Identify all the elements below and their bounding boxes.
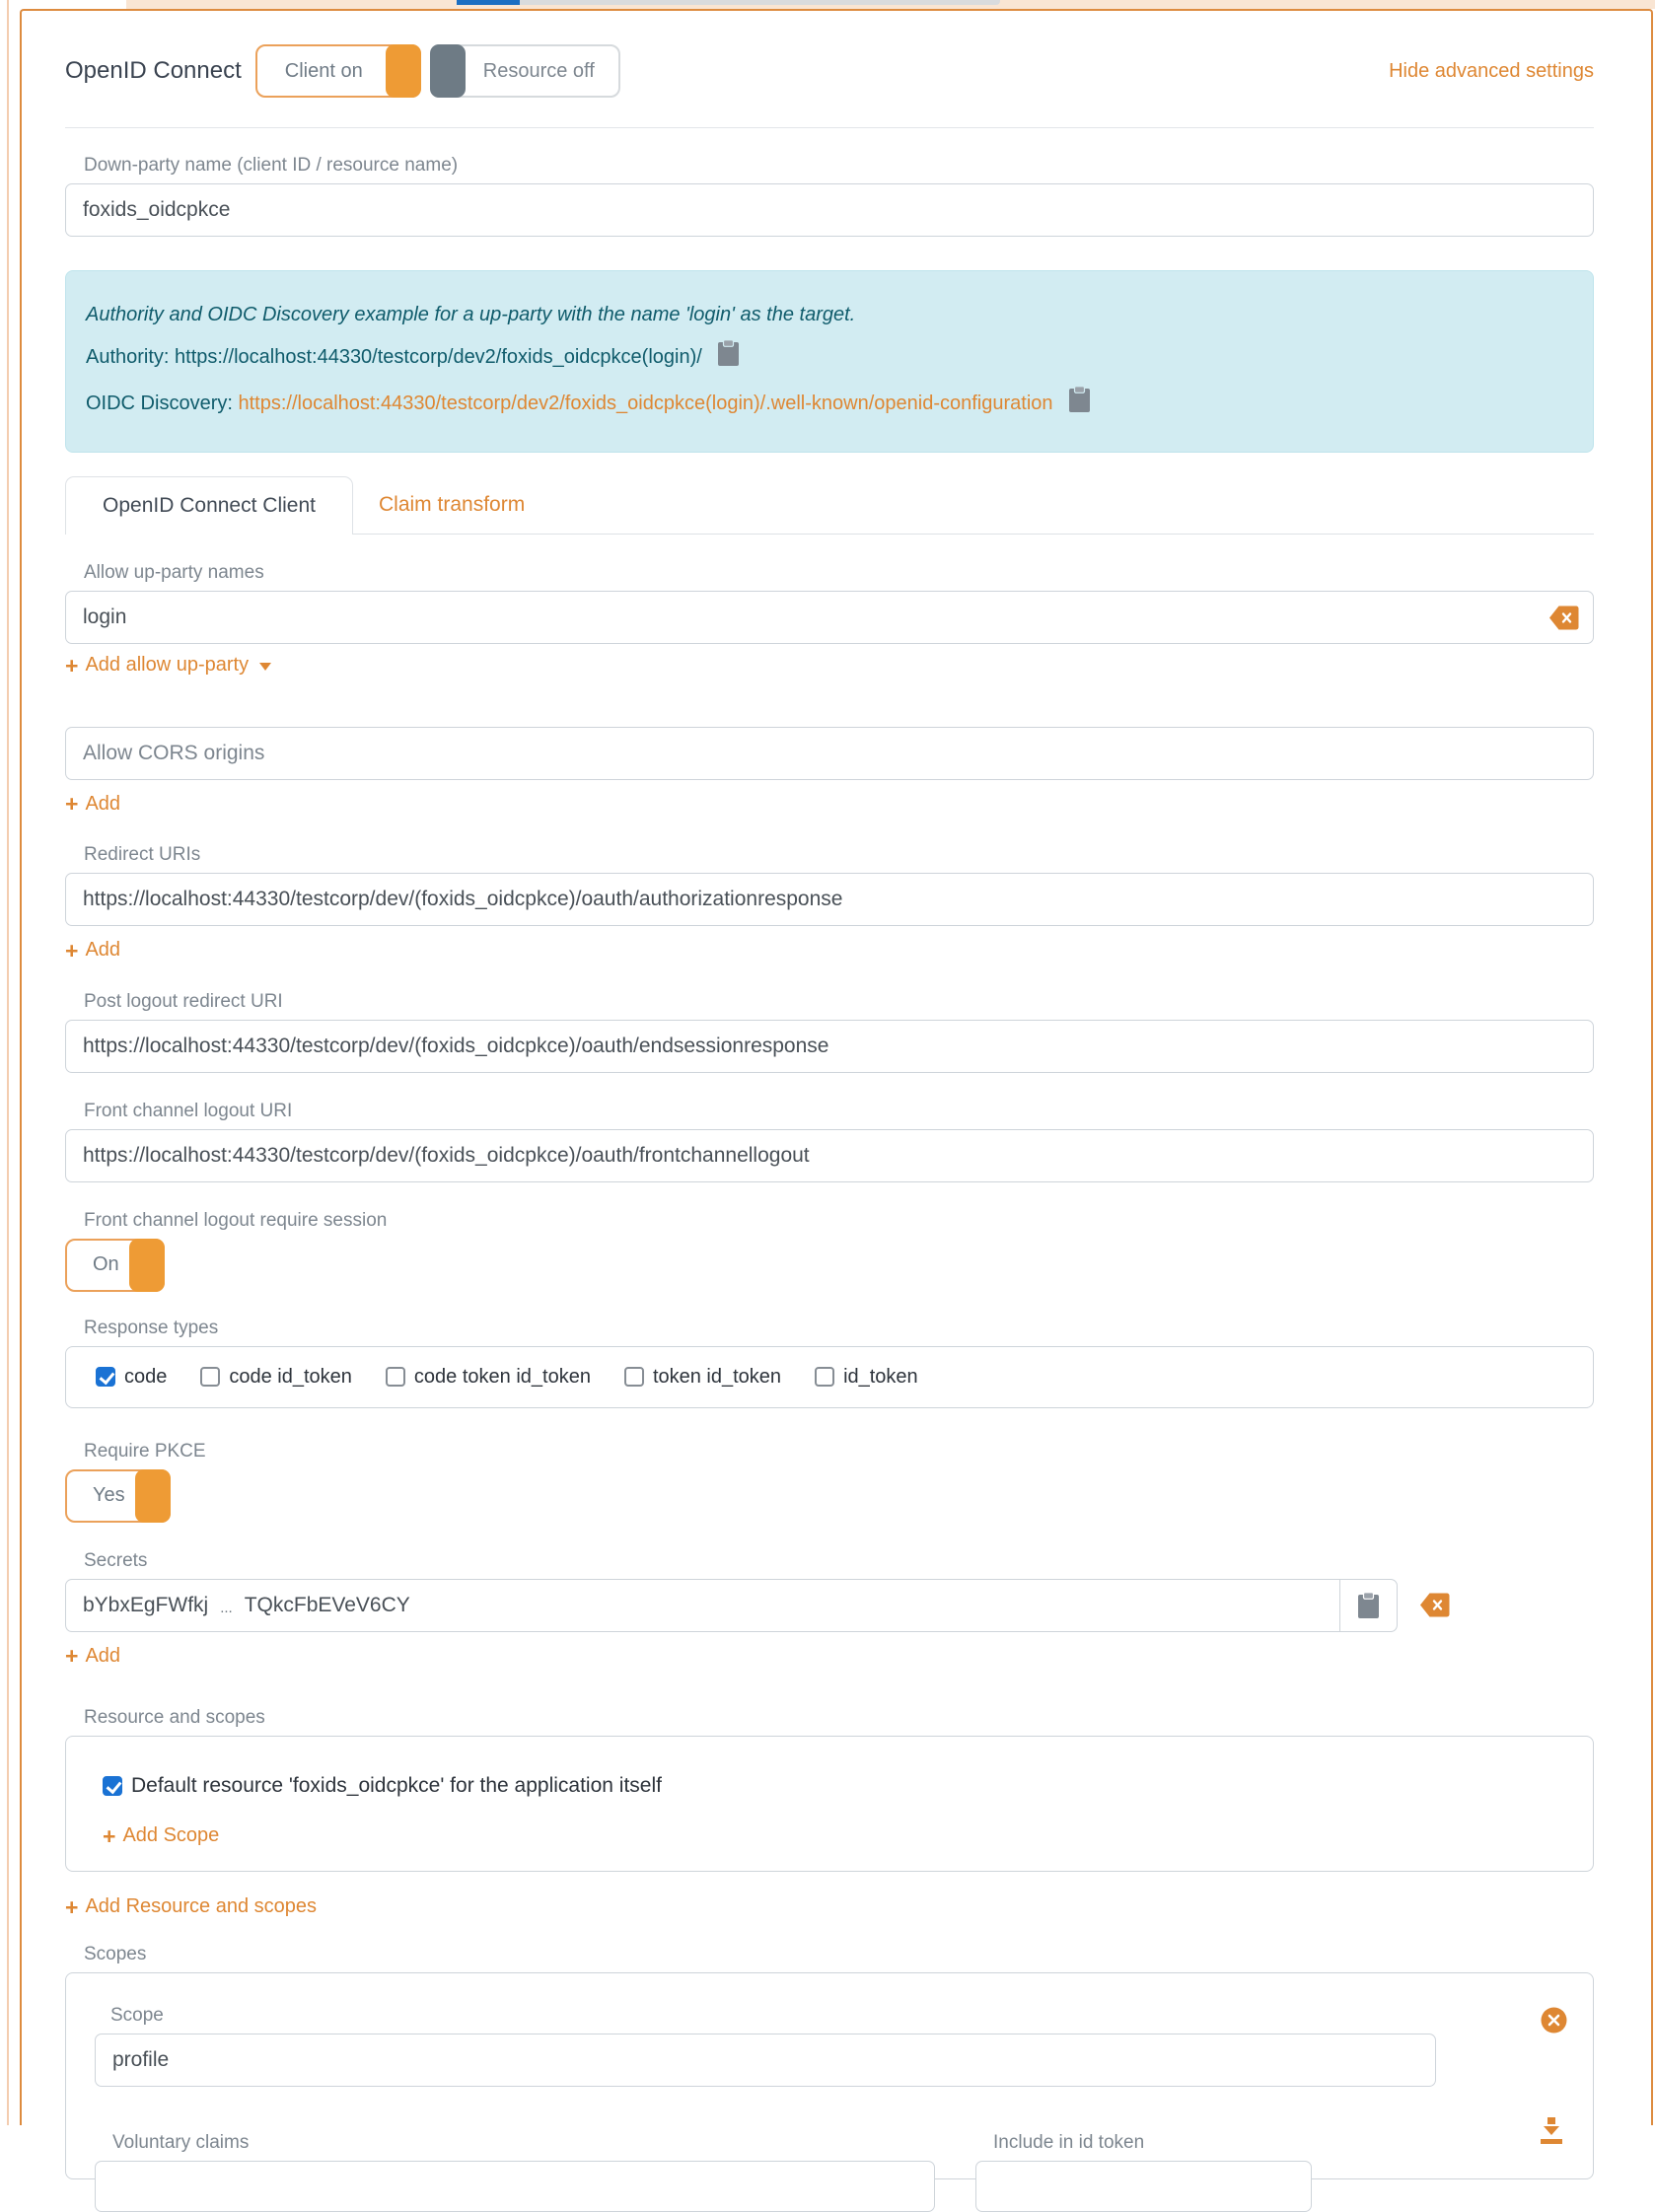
secret-input-group — [65, 1579, 1398, 1632]
hide-advanced-settings-link[interactable]: Hide advanced settings — [1389, 59, 1594, 82]
checkbox-icon[interactable] — [386, 1367, 405, 1387]
add-redirect-label: Add — [85, 939, 121, 961]
add-secret-label: Add — [85, 1644, 121, 1667]
scope-input[interactable] — [95, 2034, 1436, 2087]
authority-label: Authority: — [86, 346, 170, 368]
response-type-label: code token id_token — [413, 1365, 591, 1388]
toggle-knob — [129, 1239, 165, 1292]
front-channel-session-toggle[interactable] — [65, 1239, 165, 1292]
client-toggle-label: Client on — [284, 59, 363, 82]
response-type-code-id-token[interactable] — [200, 1366, 352, 1389]
require-pkce-label: Require PKCE — [84, 1440, 206, 1462]
checkbox-icon[interactable] — [200, 1367, 220, 1387]
alert-authority-line — [86, 336, 1573, 383]
secret-value-end: TQkcFbEVeV6CY — [244, 1593, 410, 1616]
checkbox-icon[interactable] — [815, 1367, 834, 1387]
redirect-uri-input[interactable] — [65, 873, 1594, 926]
resource-toggle-label: Resource off — [482, 59, 595, 82]
plus-icon: + — [103, 1822, 116, 1849]
plus-icon: + — [65, 937, 79, 963]
resource-toggle[interactable] — [430, 44, 620, 98]
front-channel-uri-input[interactable] — [65, 1129, 1594, 1182]
response-types-group — [65, 1318, 1594, 1408]
tab-openid-connect-client[interactable]: OpenID Connect Client — [65, 476, 353, 535]
add-allow-up-party-label: Add allow up-party — [85, 654, 250, 676]
secret-row — [65, 1579, 1594, 1632]
secret-value-start: bYbxEgFWfkj — [83, 1593, 209, 1616]
response-types-box — [65, 1346, 1594, 1408]
secrets-label: Secrets — [84, 1549, 148, 1571]
add-resource-and-scopes-label: Add Resource and scopes — [85, 1895, 318, 1917]
tab-claim-transform[interactable]: Claim transform — [379, 492, 526, 516]
response-type-code-token-id-token[interactable] — [386, 1366, 591, 1389]
authority-url: https://localhost:44330/testcorp/dev2/foxids_oidcpkce(login)/ — [175, 346, 702, 368]
checkbox-checked-icon[interactable] — [96, 1367, 115, 1387]
header-divider — [65, 127, 1594, 128]
redirect-uris-group — [65, 844, 1594, 963]
add-resource-and-scopes-link[interactable] — [65, 1895, 317, 1918]
discovery-label: OIDC Discovery: — [86, 392, 233, 414]
front-channel-session-label: Front channel logout require session — [84, 1209, 388, 1231]
default-resource-label: Default resource 'foxids_oidcpkce' for the application itself — [131, 1774, 662, 1797]
collapse-down-icon[interactable] — [1540, 2117, 1563, 2149]
voluntary-claims-label: Voluntary claims — [112, 2131, 250, 2153]
plus-icon: + — [65, 652, 79, 678]
post-logout-input[interactable] — [65, 1020, 1594, 1073]
add-cors-label: Add — [85, 792, 121, 815]
add-scope-label: Add Scope — [122, 1824, 220, 1846]
require-pkce-toggle-label: Yes — [93, 1484, 125, 1506]
allow-up-party-label: Allow up-party names — [84, 562, 264, 583]
caret-down-icon — [259, 663, 271, 671]
scopes-group — [65, 1944, 1594, 2179]
add-allow-up-party-link[interactable] — [65, 654, 271, 677]
secret-value — [66, 1580, 1339, 1631]
include-id-token-group — [975, 2132, 1312, 2212]
add-scope-link[interactable] — [103, 1824, 219, 1847]
scopes-box — [65, 1972, 1594, 2179]
include-id-token-label: Include in id token — [993, 2131, 1145, 2153]
cropped-inactive-tab-edge — [520, 0, 1000, 5]
toggle-knob — [135, 1469, 171, 1523]
allow-up-party-group — [65, 562, 1594, 678]
response-type-code[interactable] — [96, 1366, 167, 1389]
front-channel-session-toggle-label: On — [93, 1253, 119, 1275]
add-secret-link[interactable] — [65, 1645, 120, 1668]
voluntary-claims-group — [95, 2132, 935, 2212]
checkbox-checked-icon[interactable] — [103, 1776, 122, 1796]
secret-ellipsis: ... — [220, 1600, 233, 1616]
remove-scope-icon[interactable] — [1541, 2007, 1567, 2038]
response-type-token-id-token[interactable] — [624, 1366, 781, 1389]
copy-secret-clipboard-icon[interactable] — [1339, 1580, 1397, 1631]
client-toggle[interactable] — [255, 44, 421, 98]
down-party-name-input[interactable] — [65, 183, 1594, 237]
response-type-label: token id_token — [652, 1365, 782, 1388]
outer-container-border — [7, 0, 9, 2125]
copy-discovery-clipboard-icon[interactable] — [1068, 386, 1091, 429]
response-type-label: id_token — [843, 1365, 918, 1388]
allow-up-party-input-shell — [65, 591, 1594, 644]
allow-up-party-input[interactable] — [66, 592, 1549, 643]
plus-icon: + — [65, 1893, 79, 1920]
scope-claims-row — [95, 2132, 1593, 2212]
resource-scopes-box — [65, 1736, 1594, 1872]
cors-origins-input[interactable] — [65, 727, 1594, 780]
include-id-token-input[interactable] — [975, 2161, 1312, 2212]
cropped-active-tab-edge — [457, 0, 520, 5]
front-channel-session-group — [65, 1210, 1594, 1292]
resource-scopes-group — [65, 1707, 1594, 1920]
scopes-label: Scopes — [84, 1943, 147, 1964]
alert-example-text: Authority and OIDC Discovery example for a up-party with the name 'login' as the target. — [86, 304, 856, 325]
remove-secret-icon[interactable] — [1420, 1593, 1450, 1617]
resource-scopes-label: Resource and scopes — [84, 1707, 265, 1728]
scope-label: Scope — [110, 2004, 164, 2026]
alert-discovery-line — [86, 383, 1573, 429]
down-party-name-group — [65, 155, 1594, 237]
post-logout-label: Post logout redirect URI — [84, 990, 283, 1012]
response-types-label: Response types — [84, 1317, 219, 1338]
plus-icon: + — [65, 791, 79, 817]
cors-origins-group — [65, 727, 1594, 818]
secrets-group — [65, 1550, 1594, 1670]
require-pkce-toggle[interactable] — [65, 1469, 171, 1523]
panel-header — [65, 43, 1594, 99]
checkbox-icon[interactable] — [624, 1367, 644, 1387]
erase-input-icon[interactable] — [1549, 606, 1579, 630]
front-channel-uri-group — [65, 1101, 1594, 1182]
panel-title: OpenID Connect — [65, 57, 242, 84]
down-party-edit-panel — [20, 9, 1653, 2153]
add-cors-origin-link[interactable] — [65, 793, 120, 816]
require-pkce-group — [65, 1441, 1594, 1523]
down-party-name-label: Down-party name (client ID / resource name) — [84, 155, 459, 176]
plus-icon: + — [65, 1643, 79, 1669]
response-type-id-token[interactable] — [815, 1366, 918, 1389]
client-tabs — [65, 475, 1594, 535]
front-channel-uri-label: Front channel logout URI — [84, 1100, 293, 1121]
default-resource-checkbox-row[interactable] — [103, 1774, 1593, 1798]
authority-info-alert — [65, 270, 1594, 453]
add-redirect-uri-link[interactable] — [65, 939, 120, 962]
response-type-label: code id_token — [229, 1365, 352, 1388]
copy-authority-clipboard-icon[interactable] — [717, 339, 740, 383]
voluntary-claims-input[interactable] — [95, 2161, 935, 2212]
toggle-knob — [386, 44, 421, 98]
redirect-uris-label: Redirect URIs — [84, 844, 201, 865]
toggle-knob — [430, 44, 466, 98]
response-type-label: code — [124, 1365, 168, 1388]
discovery-url-link[interactable]: https://localhost:44330/testcorp/dev2/foxids_oidcpkce(login)/.well-known/openid-configuration — [238, 392, 1053, 414]
post-logout-group — [65, 991, 1594, 1073]
